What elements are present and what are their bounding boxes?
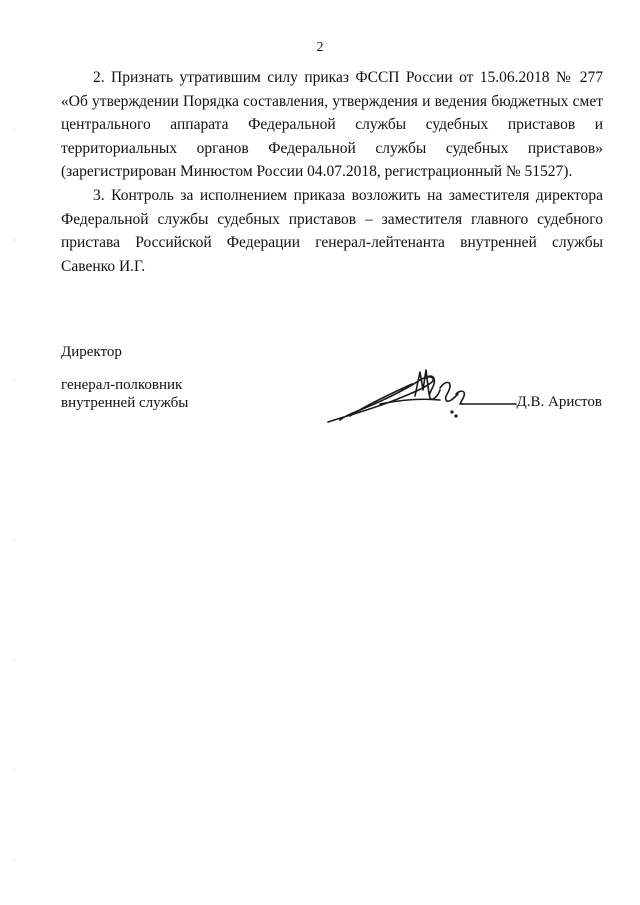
paragraph-2: 2. Признать утратившим силу приказ ФССП России от 15.06.2018 № 277 «Об утверждении Порядка составления, утверждения и ведения бюджетных смет центрального аппарата Федеральной службы судебных приставов и территориальных органов Федеральной службы судебных приставов» (зарегистрирован Минюстом России 04.07.2018, регистрационный № 51527). [61,69,603,181]
page-number: 2 [316,40,324,55]
scan-margin-specks [12,120,16,880]
signatory-position: Директор [61,344,122,360]
signatory-rank [61,376,188,412]
handwritten-signature [320,360,520,430]
signatory-name: Д.В. Аристов [516,394,602,410]
paragraph-3: 3. Контроль за исполнением приказа возложить на заместителя директора Федеральной службы судебных приставов – заместителя главного судебного пристава Российской Федерации генерал-лейтенанта внутренней службы Савенко И.Г. [61,186,603,275]
document-body [61,66,603,278]
signatory-rank-line1: генерал-полковник [61,377,183,393]
signatory-rank-line2: внутренней службы [61,395,189,411]
